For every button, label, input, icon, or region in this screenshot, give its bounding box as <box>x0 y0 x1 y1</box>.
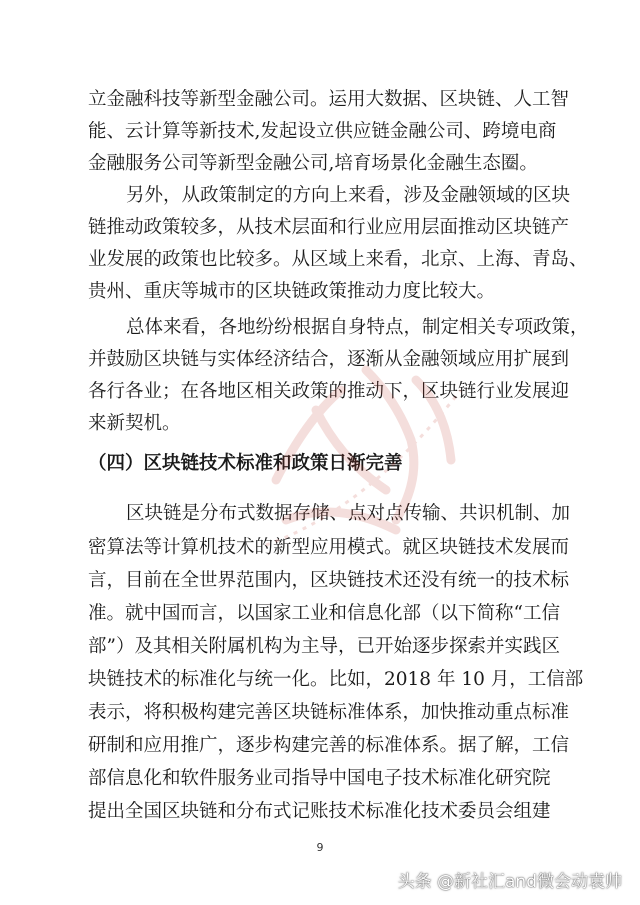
paragraph-line: 提出全国区块链和分布式记账技术标准化技术委员会组建 <box>88 801 551 822</box>
paragraph-line: 各行各业；在各地区相关政策的推动下，区块链行业发展迎 <box>88 381 570 402</box>
footer-credit: 头条 @新社汇and微会动袁帅 <box>397 872 622 892</box>
paragraph-line: 总体来看，各地纷纷根据自身特点，制定相关专项政策， <box>126 317 589 338</box>
paragraph-line: 言，目前在全世界范围内，区块链技术还没有统一的技术标 <box>88 570 570 591</box>
paragraph-line: 立金融科技等新型金融公司。运用大数据、区块链、人工智 <box>88 89 570 110</box>
paragraph-line: 块链技术的标准化与统一化。比如，2018 年 10 月，工信部 <box>88 669 584 690</box>
paragraph-line: 表示，将积极构建完善区块链标准体系，加快推动重点标准 <box>88 702 570 723</box>
paragraph-line: 金融服务公司等新型金融公司,培育场景化金融生态圈。 <box>88 153 538 174</box>
paragraph-line: 准。就中国而言，以国家工业和信息化部（以下简称“工信 <box>88 603 560 624</box>
paragraph-line: 业发展的政策也比较多。从区域上来看，北京、上海、青岛、 <box>88 249 588 270</box>
page-number: 9 <box>316 841 324 854</box>
paragraph-line: 并鼓励区块链与实体经济结合，逐渐从金融领域应用扩展到 <box>88 349 570 370</box>
paragraph-line: 部信息化和软件服务业司指导中国电子技术标准化研究院 <box>88 768 551 789</box>
paragraph-line: 区块链是分布式数据存储、点对点传输、共识机制、加 <box>126 503 571 524</box>
paragraph-line: 部”）及其相关附属机构为主导，已开始逐步探索并实践区 <box>88 636 560 657</box>
paragraph-line: 密算法等计算机技术的新型应用模式。就区块链技术发展而 <box>88 537 570 558</box>
paragraph-line: 另外，从政策制定的方向上来看，涉及金融领域的区块 <box>126 185 571 206</box>
paragraph-line: 研制和应用推广，逐步构建完善的标准体系。据了解，工信 <box>88 735 570 756</box>
paragraph-line: 来新契机。 <box>88 413 181 434</box>
paragraph-line: 链推动政策较多，从技术层面和行业应用层面推动区块链产 <box>88 217 570 238</box>
section-heading: （四）区块链技术标准和政策日渐完善 <box>88 453 403 474</box>
paragraph-line: 贵州、重庆等城市的区块链政策推动力度比较大。 <box>88 281 496 302</box>
paragraph-line: 能、云计算等新技术,发起设立供应链金融公司、跨境电商 <box>88 121 557 142</box>
